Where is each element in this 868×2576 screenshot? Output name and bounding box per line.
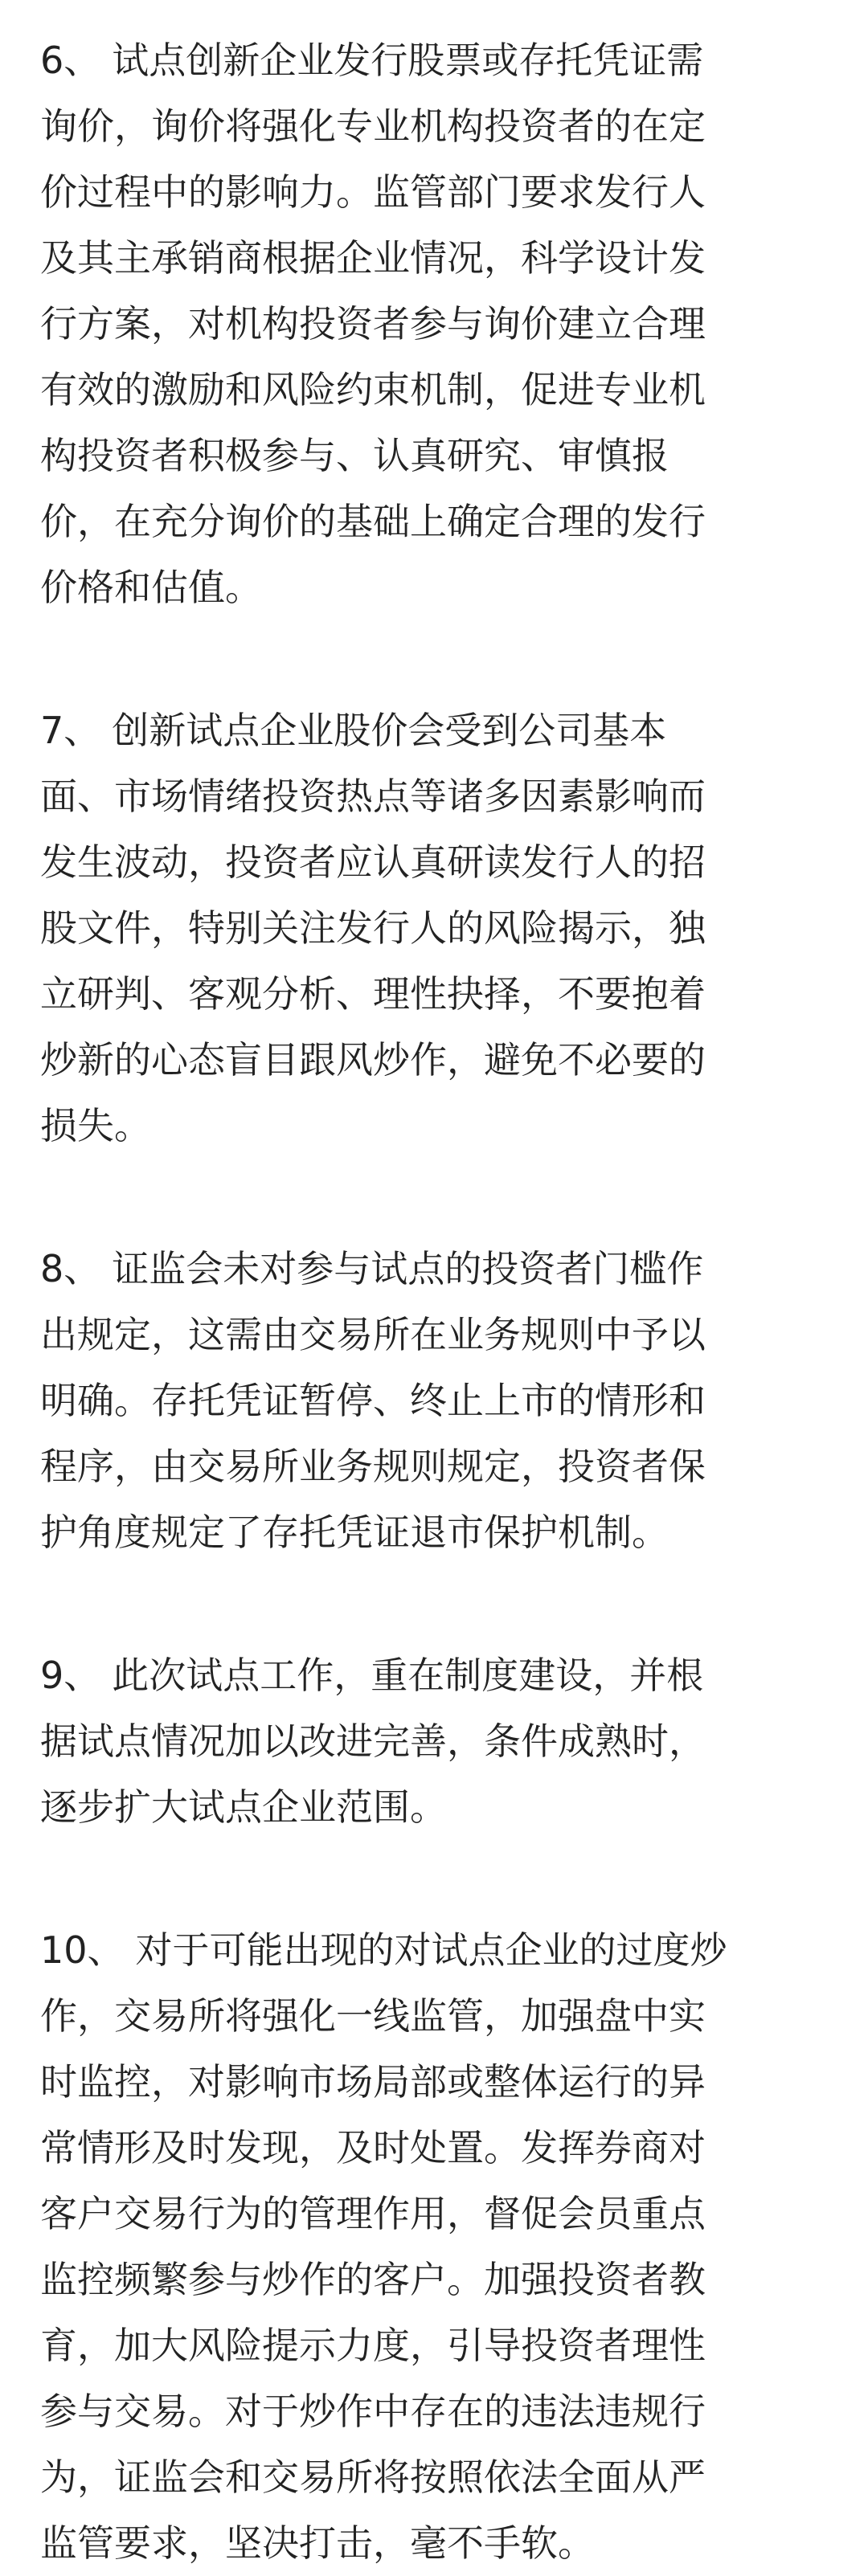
- paragraph-line: 时监控，对影响市场局部或整体运行的异: [40, 2060, 706, 2104]
- paragraph-8: [40, 1236, 828, 1565]
- paragraph-line: 9、 此次试点工作，重在制度建设，并根: [40, 1654, 704, 1697]
- paragraph-line: 询价，询价将强化专业机构投资者的在定: [40, 104, 706, 148]
- paragraph-number: 6、: [40, 39, 101, 82]
- paragraph-line: 常情形及时发现，及时处置。发挥券商对: [40, 2126, 706, 2169]
- paragraph-line: 7、 创新试点企业股价会受到公司基本: [40, 709, 667, 752]
- paragraph-line: 立研判、客观分析、理性抉择，不要抱着: [40, 972, 706, 1016]
- paragraph-line: 价过程中的影响力。监管部门要求发行人: [40, 170, 706, 214]
- paragraph-line: 10、 对于可能出现的对试点企业的过度炒: [40, 1928, 727, 1972]
- paragraph-line: 作，交易所将强化一线监管，加强盘中实: [40, 1994, 706, 2038]
- paragraph-line: 护角度规定了存托凭证退市保护机制。: [40, 1511, 669, 1554]
- paragraph-line: 据试点情况加以改进完善，条件成熟时，: [40, 1719, 706, 1763]
- paragraph-line: 参与交易。对于炒作中存在的违法违规行: [40, 2390, 706, 2433]
- paragraph-line: 客户交易行为的管理作用，督促会员重点: [40, 2192, 706, 2235]
- paragraph-9: [40, 1642, 828, 1840]
- paragraph-line: 炒新的心态盲目跟风炒作，避免不必要的: [40, 1038, 706, 1082]
- paragraph-line: 发生波动，投资者应认真研读发行人的招: [40, 840, 706, 884]
- paragraph-number: 10、: [40, 1928, 125, 1972]
- paragraph-6: [40, 27, 828, 620]
- paragraph-line: 面、市场情绪投资热点等诸多因素影响而: [40, 775, 706, 818]
- paragraph-10: [40, 1917, 828, 2576]
- paragraph-line: 及其主承销商根据企业情况，科学设计发: [40, 236, 706, 280]
- paragraph-line: 股文件，特别关注发行人的风险揭示，独: [40, 906, 706, 950]
- paragraph-7: [40, 697, 828, 1159]
- paragraph-line: 构投资者积极参与、认真研究、审慎报: [40, 434, 669, 477]
- paragraph-line: 程序，由交易所业务规则规定，投资者保: [40, 1445, 706, 1488]
- paragraph-line: 监管要求，坚决打击，毫不手软。: [40, 2521, 595, 2565]
- paragraph-line: 损失。: [40, 1104, 151, 1147]
- paragraph-number: 8、: [40, 1247, 101, 1290]
- paragraph-line: 有效的激励和风险约束机制，促进专业机: [40, 368, 706, 411]
- paragraph-line: 行方案，对机构投资者参与询价建立合理: [40, 302, 706, 346]
- paragraph-line: 8、 证监会未对参与试点的投资者门槛作: [40, 1247, 704, 1290]
- paragraph-number: 7、: [40, 709, 101, 752]
- paragraph-line: 为，证监会和交易所将按照依法全面从严: [40, 2455, 706, 2499]
- paragraph-line: 价格和估值。: [40, 566, 262, 609]
- paragraph-line: 出规定，这需由交易所在业务规则中予以: [40, 1313, 706, 1356]
- paragraph-line: 价，在充分询价的基础上确定合理的发行: [40, 500, 706, 543]
- paragraph-line: 明确。存托凭证暂停、终止上市的情形和: [40, 1379, 706, 1422]
- paragraph-number: 9、: [40, 1654, 101, 1697]
- paragraph-line: 育，加大风险提示力度，引导投资者理性: [40, 2324, 706, 2367]
- paragraph-line: 监控频繁参与炒作的客户。加强投资者教: [40, 2258, 706, 2301]
- paragraph-line: 逐步扩大试点企业范围。: [40, 1785, 447, 1829]
- paragraph-line: 6、 试点创新企业发行股票或存托凭证需: [40, 39, 704, 82]
